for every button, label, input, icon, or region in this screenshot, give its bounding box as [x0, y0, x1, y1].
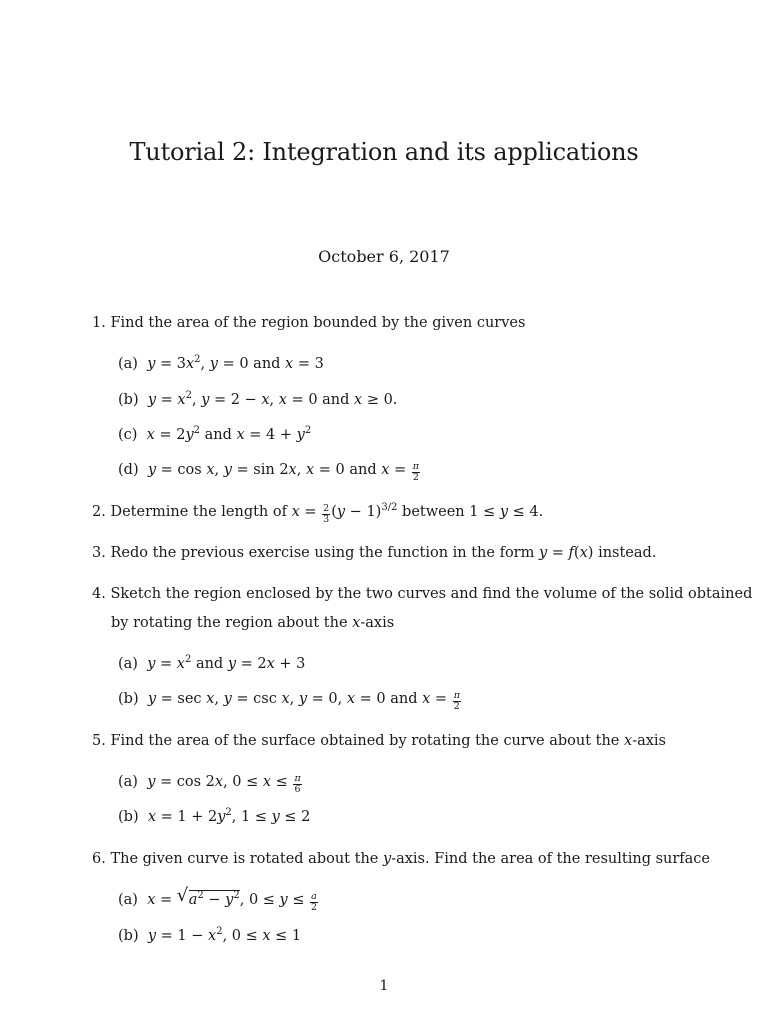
math-expression: y	[382, 851, 392, 867]
q1-part-b	[118, 390, 397, 410]
connector-text: and	[322, 392, 350, 408]
question-text: The given curve is rotated about the	[110, 851, 379, 867]
math-expression: $x = 2y^2$	[146, 425, 201, 443]
question-number: 3.	[92, 545, 106, 561]
question-number: 6.	[92, 851, 106, 867]
math-expression: $y = 3x^2$, y = 0	[147, 354, 254, 372]
math-expression: y = cos x, y = sin 2x, x = 0	[147, 462, 350, 478]
math-expression: y = f(x)	[538, 545, 599, 561]
q5-part-a	[118, 772, 303, 795]
question-text: -axis	[360, 615, 395, 631]
question-3	[92, 543, 656, 563]
part-label: (a)	[118, 774, 138, 790]
document-title: Tutorial 2: Integration and its applications	[129, 138, 639, 166]
square-root: √ $a^2 - y^2$	[176, 885, 240, 908]
math-expression: y = sec x, y = csc x, y = 0, x = 0	[147, 691, 391, 707]
math-expression: $y = 1 - x^2$, 0 ≤ x ≤ 1	[147, 926, 302, 944]
connector-text: and	[204, 427, 232, 443]
question-2	[92, 502, 543, 525]
part-label: (b)	[118, 809, 139, 825]
connector-text: and	[195, 656, 224, 672]
question-6	[92, 849, 710, 869]
question-number: 1.	[92, 315, 106, 331]
q5-part-b	[118, 807, 310, 827]
question-text: Find the area of the region bounded by the given curves	[110, 315, 526, 331]
question-4-continued	[111, 613, 394, 633]
q1-part-a	[118, 354, 324, 374]
question-5	[92, 731, 666, 751]
part-label: (a)	[118, 656, 138, 672]
math-expression: $y = x^2$	[147, 654, 192, 672]
question-text: Determine the length of	[110, 504, 287, 520]
question-text: -axis	[632, 733, 666, 749]
part-label: (b)	[118, 392, 139, 408]
math-expression: x	[624, 733, 633, 749]
math-expression: $x = 1 + 2y^2$, 1 ≤ y ≤ 2	[147, 807, 311, 825]
question-number: 5.	[92, 733, 106, 749]
math-expression: x ≥ 0.	[354, 392, 398, 408]
connector-text: and	[349, 462, 377, 478]
q4-part-b	[118, 689, 462, 712]
math-expression: x	[352, 615, 361, 631]
connector-text: and	[253, 356, 281, 372]
page-number: 1	[379, 978, 389, 994]
q4-part-a	[118, 654, 305, 674]
question-1	[92, 313, 525, 333]
part-label: (d)	[118, 462, 139, 478]
question-text: -axis. Find the area of the resulting surface	[391, 851, 711, 867]
math-expression: y = cos 2x, 0 ≤ x ≤ $\frac{\pi}{6}$	[147, 773, 301, 795]
question-4	[92, 584, 752, 604]
question-number: 2.	[92, 504, 106, 520]
q6-part-b	[118, 926, 301, 946]
connector-text: and	[390, 691, 418, 707]
question-text: by rotating the region about the	[111, 615, 348, 631]
math-expression: x = $\frac{2}{3}$ $(y - 1)^{3/2}$	[291, 502, 398, 525]
q6-part-a	[118, 885, 319, 913]
math-expression: $y = x^2$, y = 2 − x, x = 0	[147, 390, 323, 408]
math-expression: $x = 4 + y^2$	[236, 425, 312, 443]
q1-part-d	[118, 460, 421, 483]
part-label: (a)	[118, 356, 138, 372]
part-label: (b)	[118, 691, 139, 707]
part-label: (c)	[118, 427, 138, 443]
question-text: Redo the previous exercise using the function in the form	[110, 545, 535, 561]
document-date: October 6, 2017	[318, 247, 450, 266]
math-expression: x = $\frac{\pi}{2}$	[422, 690, 460, 712]
part-label: (a)	[118, 892, 138, 908]
question-text: between	[402, 504, 465, 520]
math-expression: y = 2x + 3	[227, 656, 306, 672]
math-expression: x = 3	[285, 356, 324, 372]
question-text: Sketch the region enclosed by the two curves and find the volume of the solid obtained	[110, 586, 753, 602]
math-expression: 1 ≤ y ≤ 4.	[469, 504, 544, 520]
question-number: 4.	[92, 586, 106, 602]
question-text: Find the area of the surface obtained by rotating the curve about the	[110, 733, 620, 749]
math-expression: x = √ $a^2 - y^2$, 0 ≤ y ≤ $\frac{a}{2}$	[147, 885, 317, 913]
math-expression: x = $\frac{\pi}{2}$	[381, 461, 420, 483]
question-text: instead.	[598, 545, 657, 561]
q1-part-c	[118, 425, 311, 445]
part-label: (b)	[118, 928, 139, 944]
